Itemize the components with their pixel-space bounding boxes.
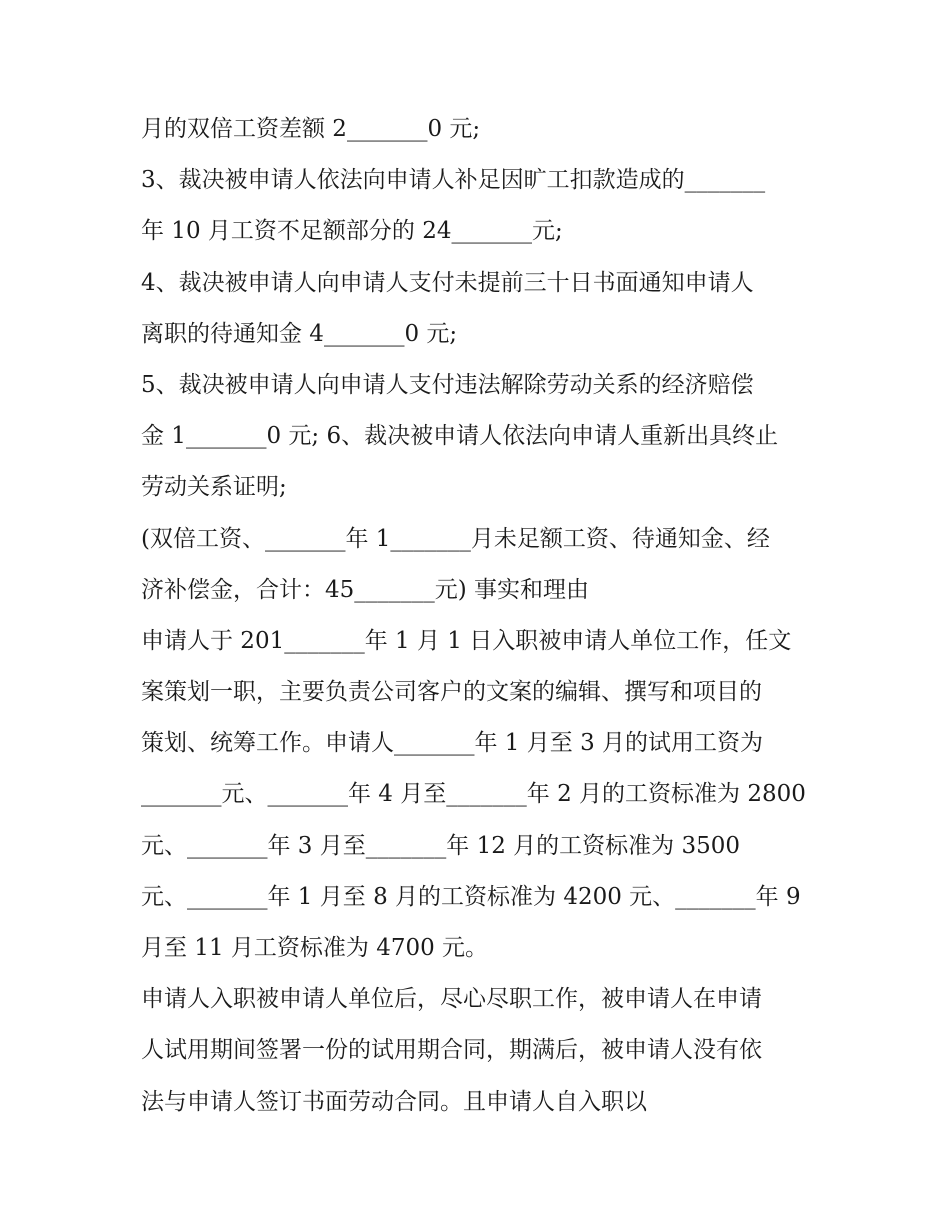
text-line: 策划、统筹工作。申请人_______年 1 月至 3 月的试用工资为 <box>141 730 764 757</box>
text-line: 劳动关系证明; <box>141 474 287 501</box>
text-line: 元、_______年 3 月至_______年 12 月的工资标准为 3500 <box>141 832 740 859</box>
text-line: 年 10 月工资不足额部分的 24_______元; <box>141 218 563 245</box>
text-line: 济补偿金，合计：45_______元) 事实和理由 <box>141 576 590 603</box>
text-line: 元、_______年 1 月至 8 月的工资标准为 4200 元、_______年 9 <box>141 883 801 910</box>
text-line: 金 1_______0 元; 6、裁决被申请人依法向申请人重新出具终止 <box>141 423 779 450</box>
text-line: 法与申请人签订书面劳动合同。且申请人自入职以 <box>141 1088 647 1115</box>
text-line: 申请人于 201_______年 1 月 1 日入职被申请人单位工作，任文 <box>141 627 792 654</box>
text-line: 月至 11 月工资标准为 4700 元。 <box>141 935 489 961</box>
text-line: 案策划一职，主要负责公司客户的文案的编辑、撰写和项目的 <box>141 679 762 706</box>
document-body <box>141 104 821 1128</box>
text-line: (双倍工资、_______年 1_______月未足额工资、待通知金、经 <box>141 525 770 552</box>
text-line: 月的双倍工资差额 2_______0 元; <box>141 116 481 142</box>
text-line: 5、裁决被申请人向申请人支付违法解除劳动关系的经济赔偿 <box>141 371 754 398</box>
text-line: _______元、_______年 4 月至_______年 2 月的工资标准为 2800 <box>141 781 806 808</box>
text-line: 人试用期间签署一份的试用期合同，期满后，被申请人没有依 <box>141 1037 762 1064</box>
text-line: 申请人入职被申请人单位后，尽心尽职工作，被申请人在申请 <box>141 986 762 1013</box>
text-line: 4、裁决被申请人向申请人支付未提前三十日书面通知申请人 <box>141 269 754 296</box>
text-line: 离职的待通知金 4_______0 元; <box>141 320 458 347</box>
text-line: 3、裁决被申请人依法向申请人补足因旷工扣款造成的_______ <box>141 167 766 194</box>
